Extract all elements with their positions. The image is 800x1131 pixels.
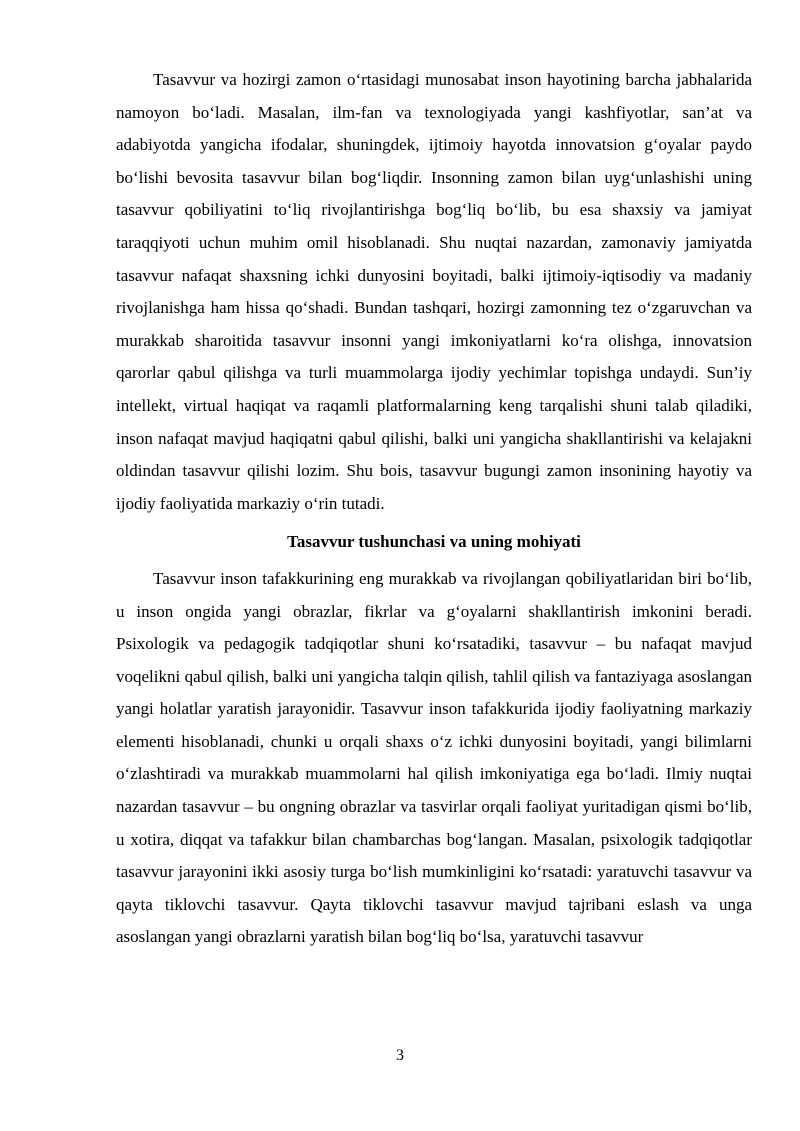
- body-paragraph-2: Tasavvur inson tafakkurining eng murakkab va rivojlangan qobiliyatlaridan biri bo‘lib, u inson ongida yangi obrazlar, fikrlar va g‘oyalarni shakllantirish imkonini beradi. Psixologik va pedagogik tadqiqotlar shuni ko‘rsatadiki, tasavvur – bu nafaqat mavjud voqelikni qabul qilish, balki uni yangicha talqin qilish, tahlil qilish va fantaziyaga asoslangan yangi holatlar yaratish jarayonidir. Tasavvur inson tafakkurida ijodiy faoliyatning markaziy elementi hisoblanadi, chunki u orqali shaxs o‘z ichki dunyosini boyitadi, yangi bilimlarni o‘zlashtiradi va murakkab muammolarni hal qilish imkoniyatiga ega bo‘ladi. Ilmiy nuqtai nazardan tasavvur – bu ongning obrazlar va tasvirlar orqali faoliyat yuritadigan qismi bo‘lib, u xotira, diqqat va tafakkur bilan chambarchas bog‘langan. Masalan, psixologik tadqiqotlar tasavvur jarayonini ikki asosiy turga bo‘lish mumkinligini ko‘rsatadi: yaratuvchi tasavvur va qayta tiklovchi tasavvur. Qayta tiklovchi tasavvur mavjud tajribani eslash va unga asoslangan yangi obrazlarni yaratish bilan bog‘liq bo‘lsa, yaratuvchi tasavvur: [116, 568, 752, 947]
- body-paragraph-1: Tasavvur va hozirgi zamon o‘rtasidagi munosabat inson hayotining barcha jabhalarida namoyon bo‘ladi. Masalan, ilm-fan va texnologiyada yangi kashfiyotlar, san’at va adabiyotda yangicha ifodalar, shuningdek, ijtimoiy hayotda innovatsion g‘oyalar paydo bo‘lishi bevosita tasavvur bilan bog‘liqdir. Insonning zamon bilan uyg‘unlashishi uning tasavvur qobiliyatini to‘liq rivojlantirishga bog‘liq bo‘lib, bu esa shaxsiy va jamiyat taraqqiyoti uchun muhim omil hisoblanadi. Shu nuqtai nazardan, zamonaviy jamiyatda tasavvur nafaqat shaxsning ichki dunyosini boyitadi, balki ijtimoiy-iqtisodiy va madaniy rivojlanishga ham hissa qo‘shadi. Bundan tashqari, hozirgi zamonning tez o‘zgaruvchan va murakkab sharoitida tasavvur insonni yangi imkoniyatlarni ko‘ra olishga, innovatsion qarorlar qabul qilishga va turli muammolarga ijodiy yechimlar topishga undaydi. Sun’iy intellekt, virtual haqiqat va raqamli platformalarning keng tarqalishi shuni talab qiladiki, inson nafaqat mavjud haqiqatni qabul qilishi, balki uni yangicha shakllantirishi va kelajakni oldindan tasavvur qilishi lozim. Shu bois, tasavvur bugungi zamon insonining hayotiy va ijodiy faoliyatida markaziy o‘rin tutadi.: [116, 70, 752, 513]
- document-page: [116, 64, 752, 954]
- section-heading: Tasavvur tushunchasi va uning mohiyati: [287, 532, 581, 552]
- page-number: 3: [396, 1047, 404, 1064]
